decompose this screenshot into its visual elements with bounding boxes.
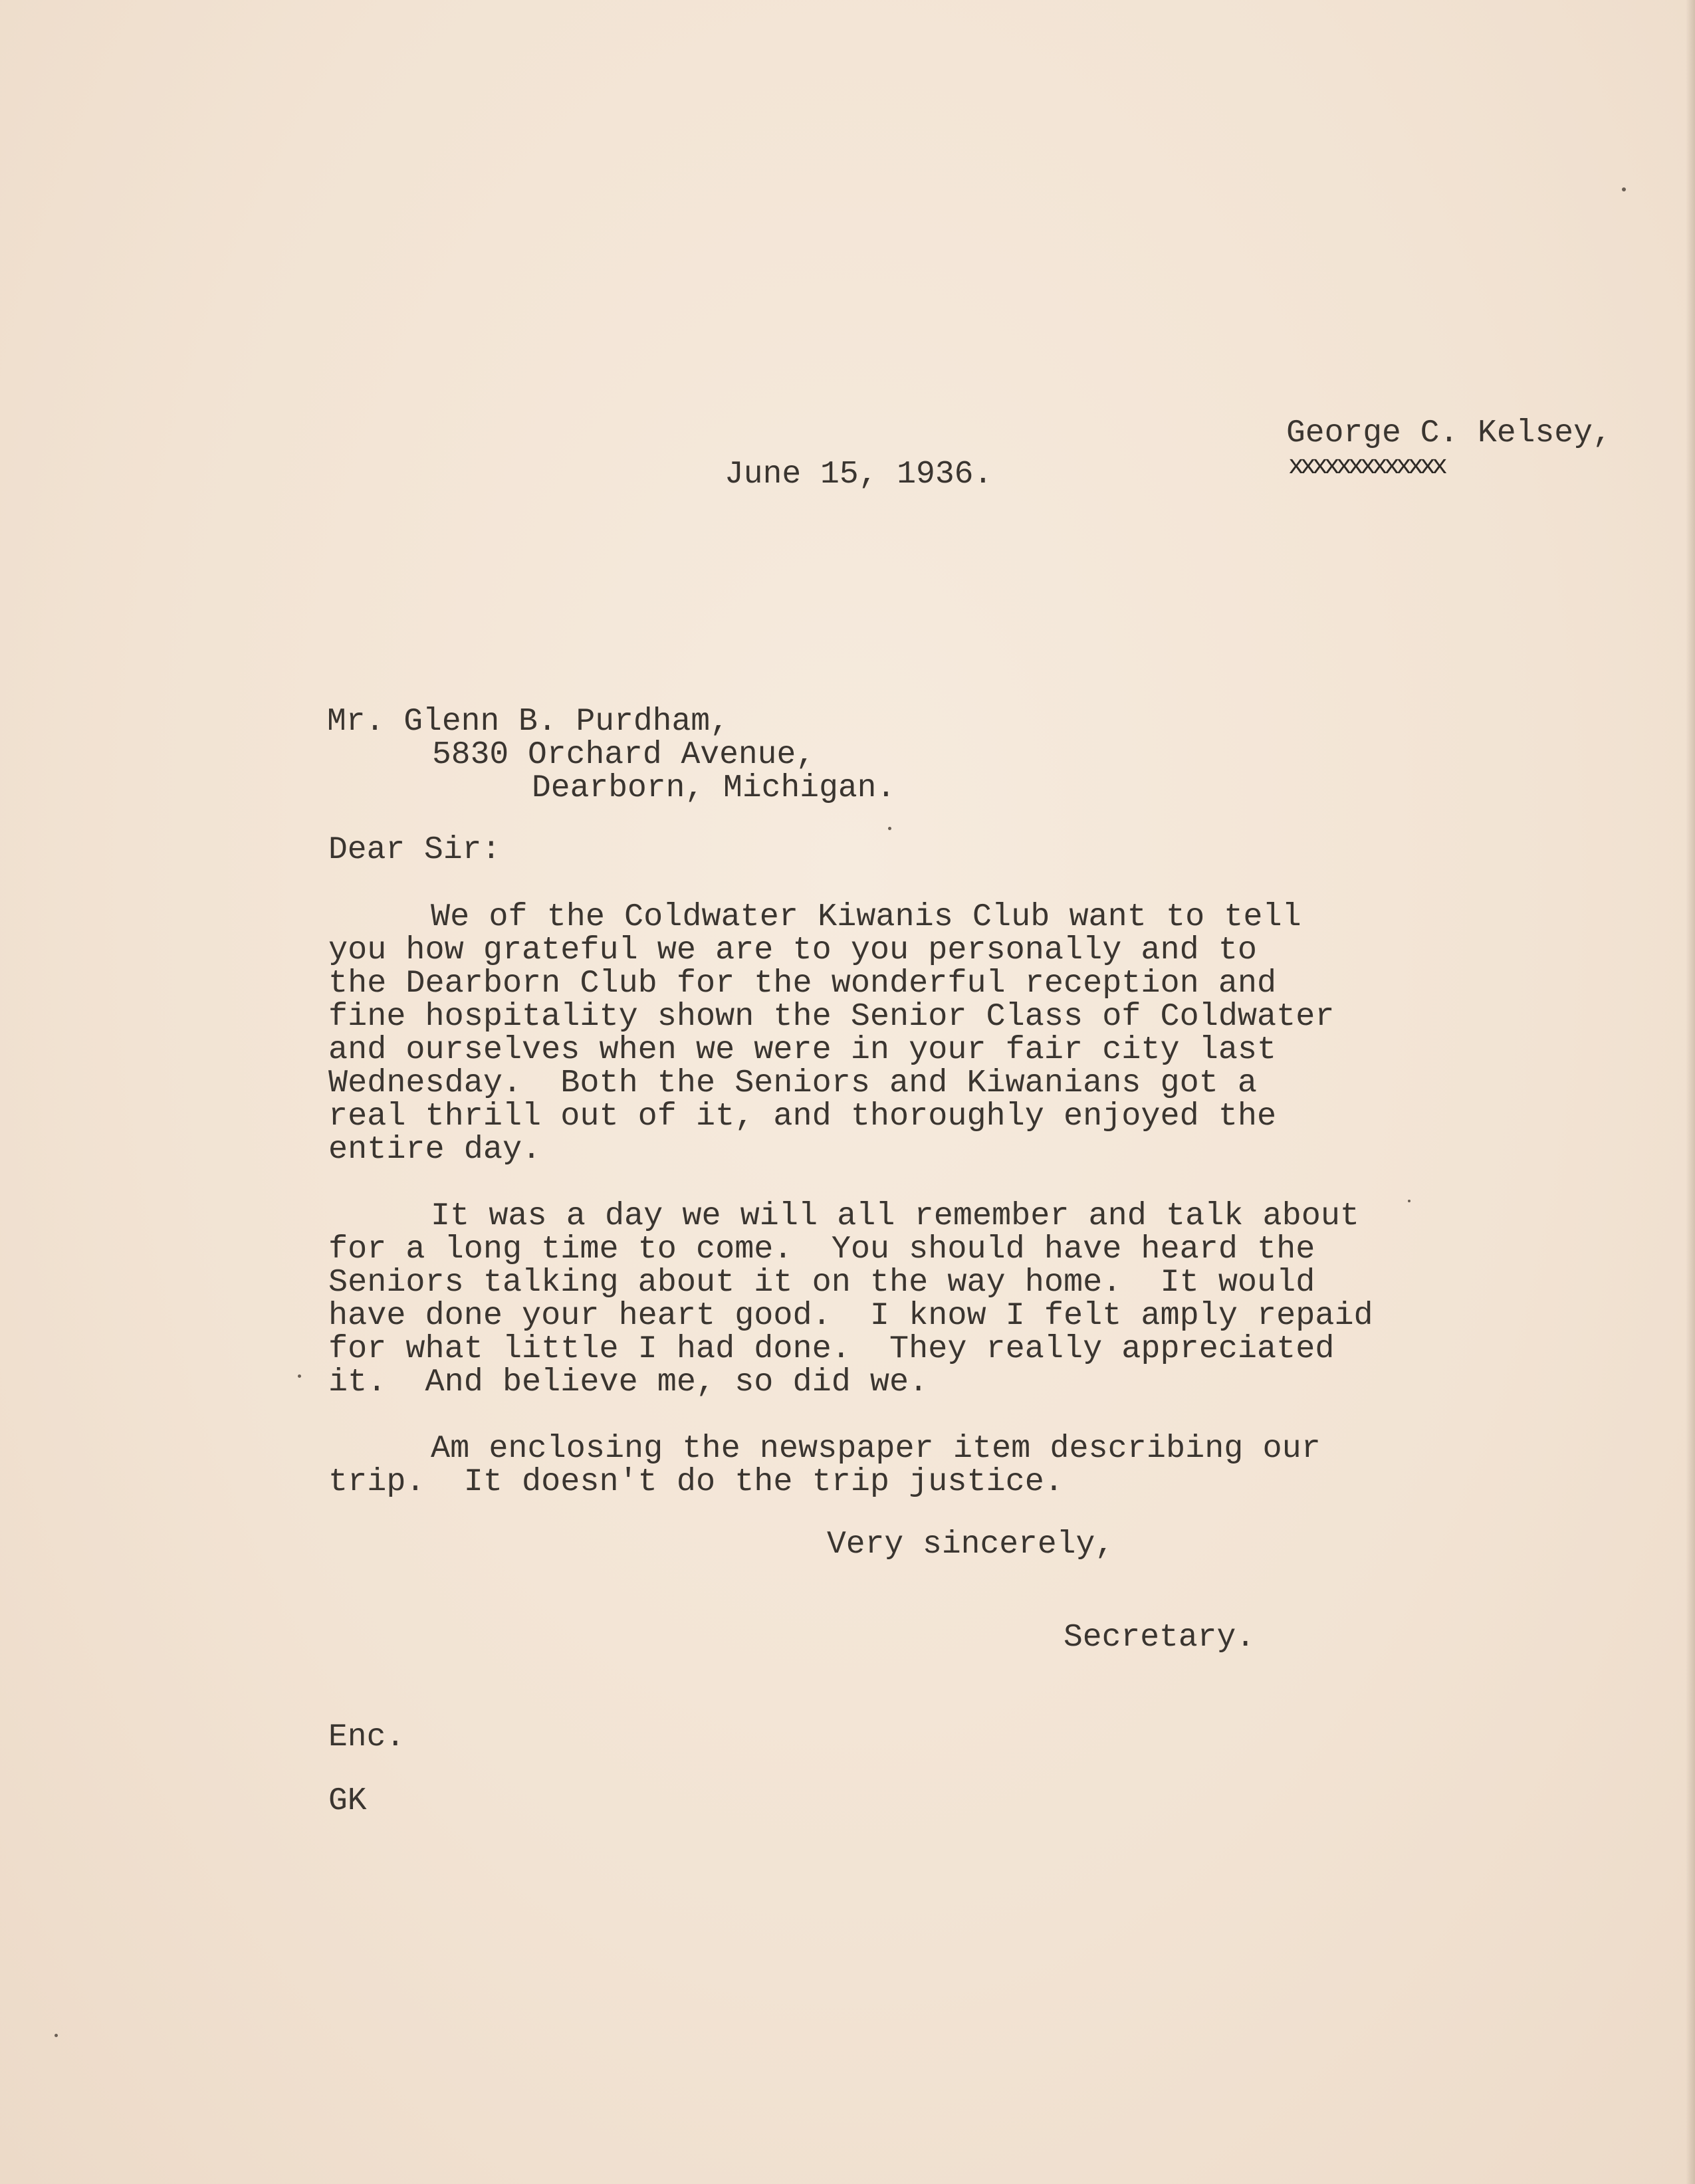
paper-speck: [1622, 187, 1626, 191]
paragraph1-line: Wednesday. Both the Seniors and Kiwanians got a: [328, 1065, 1258, 1101]
paragraph1-line: the Dearborn Club for the wonderful reception and: [328, 965, 1277, 1002]
paper-speck: [298, 1374, 301, 1378]
paragraph2-line: it. And believe me, so did we.: [328, 1364, 929, 1400]
paper-speck: [55, 2034, 58, 2037]
sender-name: George C. Kelsey,: [1286, 415, 1612, 451]
recipient-city: Dearborn, Michigan.: [532, 770, 896, 806]
paper-speck: [888, 827, 891, 830]
paragraph2-line: Seniors talking about it on the way home. It would: [328, 1264, 1315, 1301]
paragraph2-line: have done your heart good. I know I felt amply repaid: [328, 1297, 1373, 1334]
enclosure-note: Enc.: [328, 1719, 405, 1755]
paragraph1-line: entire day.: [328, 1131, 542, 1168]
salutation: Dear Sir:: [328, 832, 501, 868]
paragraph2-line: for what little I had done. They really appreciated: [328, 1331, 1335, 1367]
paragraph1-line: you how grateful we are to you personally and to: [328, 932, 1258, 968]
paragraph3-line: trip. It doesn't do the trip justice.: [328, 1464, 1064, 1500]
paragraph2-line: It was a day we will all remember and talk about: [431, 1198, 1360, 1234]
paragraph1-line: We of the Coldwater Kiwanis Club want to tell: [431, 899, 1301, 935]
recipient-name: Mr. Glenn B. Purdham,: [327, 704, 729, 740]
paragraph3-line: Am enclosing the newspaper item describing our: [431, 1430, 1321, 1467]
recipient-street: 5830 Orchard Avenue,: [432, 737, 816, 773]
closing: Very sincerely,: [827, 1527, 1115, 1563]
letter-date: June 15, 1936.: [725, 457, 993, 492]
paragraph1-line: real thrill out of it, and thoroughly enjoyed the: [328, 1098, 1277, 1135]
paragraph1-line: and ourselves when we were in your fair city last: [328, 1032, 1277, 1068]
page-edge-shadow: [1686, 0, 1695, 2184]
struck-out-line: xxxxxxxxxxxxx: [1288, 452, 1444, 482]
paper-speck: [1408, 1200, 1411, 1202]
paragraph1-line: fine hospitality shown the Senior Class of Coldwater: [328, 998, 1335, 1035]
typist-initials: GK: [328, 1783, 367, 1819]
signature-title: Secretary.: [1064, 1620, 1256, 1656]
paragraph2-line: for a long time to come. You should have heard the: [328, 1231, 1315, 1267]
